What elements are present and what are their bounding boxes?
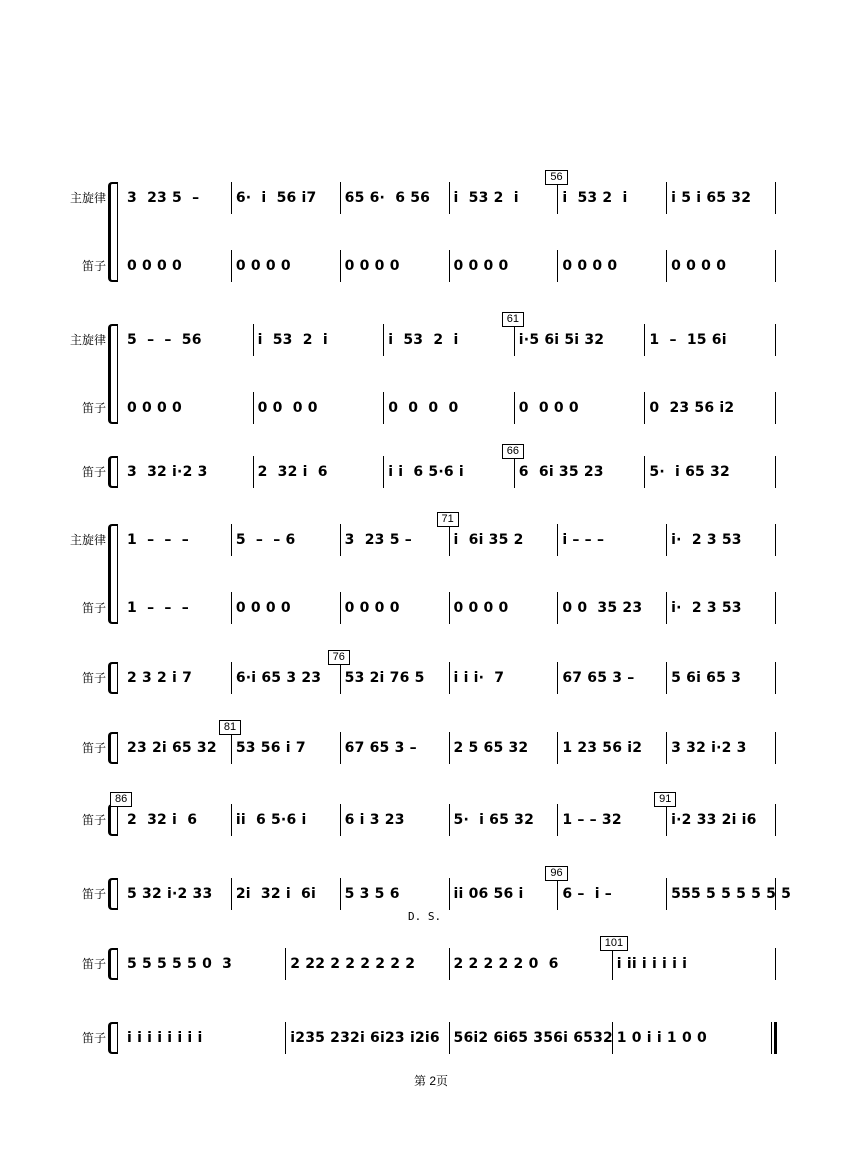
barline: [340, 804, 341, 836]
barline: [231, 250, 232, 282]
barline: [666, 662, 667, 694]
barline: [449, 878, 450, 910]
measure-notes: i ii i i i i i: [616, 956, 688, 972]
barline: [449, 524, 450, 556]
score-system: [0, 171, 862, 282]
score-system: [0, 513, 862, 624]
barline: [775, 324, 776, 356]
staff-row: [0, 456, 862, 488]
measure-notes: 6·i 65 3 23: [235, 670, 322, 686]
barline: [231, 878, 232, 910]
barline: [775, 456, 776, 488]
measure-notes: 555 5 5 5 5 5 5: [671, 886, 792, 902]
barline: [557, 732, 558, 764]
barline: [557, 592, 558, 624]
staff-row: [0, 182, 862, 214]
measure-notes: 0 0 0 0: [562, 258, 618, 274]
measure-notes: ii 6 5·6 i: [235, 812, 307, 828]
barline: [557, 524, 558, 556]
measure-notes: 2 32 i 6: [257, 464, 328, 480]
barline: [231, 524, 232, 556]
measure-notes: 5 3 5 6: [344, 886, 400, 902]
barline: [514, 456, 515, 488]
measure-notes: i 6i 35 2: [453, 532, 524, 548]
barline: [449, 804, 450, 836]
barline: [666, 878, 667, 910]
barline: [644, 324, 645, 356]
measure-notes: 0 0 0 0: [235, 600, 291, 616]
barline: [285, 948, 286, 980]
barline: [775, 392, 776, 424]
score-system: [0, 867, 862, 910]
measure-notes: 5 5 5 5 5 0 3: [127, 956, 233, 972]
barline: [340, 662, 341, 694]
measure-notes: i 5 i 65 32: [671, 190, 752, 206]
measure-notes: i i i· 7: [453, 670, 505, 686]
staff-row: [0, 524, 862, 556]
measure-notes: 2 2 2 2 2 0 6: [453, 956, 559, 972]
score-system: [0, 721, 862, 764]
measure-notes: 2 3 2 i 7: [127, 670, 193, 686]
barline: [449, 592, 450, 624]
instrument-label: 笛子: [81, 957, 106, 971]
instrument-label: 笛子: [81, 741, 106, 755]
rehearsal-mark: 81: [219, 720, 241, 735]
ds-mark: D. S.: [408, 910, 442, 923]
measure-notes: 0 0 0 0: [671, 258, 727, 274]
rehearsal-mark: 56: [545, 170, 567, 185]
measure-notes: i· 2 3 53: [671, 600, 742, 616]
barline: [340, 732, 341, 764]
measure-notes: 1 23 56 i2: [562, 740, 643, 756]
barline: [557, 804, 558, 836]
measure-notes: 1 – – –: [127, 532, 189, 548]
final-barline: [771, 1022, 777, 1054]
rehearsal-mark: 96: [545, 866, 567, 881]
instrument-label: 笛子: [81, 887, 106, 901]
barline: [775, 592, 776, 624]
measure-notes: 5 – – 56: [127, 332, 202, 348]
barline: [231, 662, 232, 694]
rehearsal-mark: 101: [600, 936, 628, 951]
measure-notes: 5 6i 65 3: [671, 670, 742, 686]
instrument-label: 笛子: [81, 259, 106, 273]
barline: [449, 948, 450, 980]
measure-notes: 2 5 65 32: [453, 740, 529, 756]
measure-notes: 0 0 0 0: [344, 600, 400, 616]
measure-notes: ii 06 56 i: [453, 886, 524, 902]
barline: [666, 732, 667, 764]
measure-notes: i235 232i 6i23 i2i6: [290, 1030, 440, 1046]
measure-notes: 3 32 i·2 3: [671, 740, 747, 756]
barline: [775, 732, 776, 764]
measure-notes: 1 – – 32: [562, 812, 622, 828]
measure-notes: i i 6 5·6 i: [388, 464, 464, 480]
measure-notes: i 53 2 i: [257, 332, 328, 348]
staff-row: [0, 1022, 862, 1054]
measure-notes: 0 0 0 0: [257, 400, 318, 416]
instrument-label: 笛子: [81, 465, 106, 479]
instrument-label: 笛子: [81, 601, 106, 615]
measure-notes: 56i2 6i65 356i 6532: [453, 1030, 613, 1046]
staff-row: [0, 250, 862, 282]
rehearsal-mark: 76: [328, 650, 350, 665]
score-system: [0, 313, 862, 424]
instrument-label: 笛子: [81, 671, 106, 685]
measure-notes: 6· i 56 i7: [235, 190, 317, 206]
measure-notes: 1 0 i i 1 0 0: [616, 1030, 707, 1046]
rehearsal-mark: 91: [654, 792, 676, 807]
barline: [514, 324, 515, 356]
barline: [449, 182, 450, 214]
barline: [231, 182, 232, 214]
barline: [514, 392, 515, 424]
measure-notes: 0 23 56 i2: [649, 400, 735, 416]
measure-notes: i i i i i i i i: [127, 1030, 203, 1046]
barline: [340, 524, 341, 556]
measure-notes: 5 – – 6: [235, 532, 296, 548]
barline: [666, 250, 667, 282]
barline: [557, 250, 558, 282]
barline: [449, 662, 450, 694]
barline: [383, 456, 384, 488]
measure-notes: 5· i 65 32: [649, 464, 730, 480]
rehearsal-mark: 66: [502, 444, 524, 459]
barline: [253, 392, 254, 424]
measure-notes: 0 0 0 0: [127, 258, 182, 274]
staff-row: [0, 662, 862, 694]
measure-notes: i 53 2 i: [453, 190, 519, 206]
measure-notes: i 53 2 i: [562, 190, 628, 206]
barline: [775, 250, 776, 282]
barline: [612, 948, 613, 980]
measure-notes: 0 0 0 0: [235, 258, 291, 274]
measure-notes: 0 0 0 0: [388, 400, 459, 416]
measure-notes: i – – –: [562, 532, 605, 548]
page-number: 第 2页: [413, 1074, 448, 1088]
measure-notes: 3 32 i·2 3: [127, 464, 208, 480]
barline: [340, 878, 341, 910]
barline: [231, 732, 232, 764]
barline: [340, 182, 341, 214]
rehearsal-mark: 86: [110, 792, 132, 807]
measure-notes: 6 6i 35 23: [518, 464, 604, 480]
barline: [449, 732, 450, 764]
instrument-label: 主旋律: [69, 191, 106, 205]
barline: [775, 662, 776, 694]
measure-notes: 0 0 0 0: [518, 400, 579, 416]
score-system: [0, 651, 862, 694]
staff-row: [0, 324, 862, 356]
measure-notes: 6 – i –: [562, 886, 612, 902]
measure-notes: i· 2 3 53: [671, 532, 742, 548]
barline: [383, 392, 384, 424]
barline: [340, 250, 341, 282]
score-system: [0, 793, 862, 836]
staff-row: [0, 732, 862, 764]
measure-notes: 5· i 65 32: [453, 812, 535, 828]
barline: [557, 662, 558, 694]
barline: [557, 182, 558, 214]
barline: [253, 456, 254, 488]
measure-notes: 23 2i 65 32: [127, 740, 217, 756]
score-system: [0, 937, 862, 980]
score-system: [0, 445, 862, 488]
barline: [612, 1022, 613, 1054]
measure-notes: 5 32 i·2 33: [127, 886, 213, 902]
measure-notes: 0 0 0 0: [453, 258, 509, 274]
barline: [775, 524, 776, 556]
instrument-label: 笛子: [81, 401, 106, 415]
measure-notes: 0 0 0 0: [127, 400, 182, 416]
rehearsal-mark: 71: [437, 512, 459, 527]
barline: [340, 592, 341, 624]
barline: [557, 878, 558, 910]
measure-notes: 0 0 35 23: [562, 600, 643, 616]
measure-notes: 6 i 3 23: [344, 812, 405, 828]
barline: [285, 1022, 286, 1054]
measure-notes: 2 22 2 2 2 2 2 2: [290, 956, 416, 972]
measure-notes: 65 6· 6 56: [344, 190, 431, 206]
barline: [775, 804, 776, 836]
barline: [449, 1022, 450, 1054]
barline: [449, 250, 450, 282]
staff-row: [0, 948, 862, 980]
measure-notes: 2 32 i 6: [127, 812, 198, 828]
instrument-label: 笛子: [81, 1031, 106, 1045]
instrument-label: 主旋律: [69, 333, 106, 347]
instrument-label: 主旋律: [69, 533, 106, 547]
barline: [775, 182, 776, 214]
measure-notes: 1 – – –: [127, 600, 189, 616]
barline: [775, 948, 776, 980]
staff-row: [0, 804, 862, 836]
measure-notes: 53 2i 76 5: [344, 670, 425, 686]
barline: [383, 324, 384, 356]
measure-notes: 67 65 3 –: [562, 670, 635, 686]
barline: [644, 392, 645, 424]
rehearsal-mark: 61: [502, 312, 524, 327]
barline: [775, 878, 776, 910]
measure-notes: 1 – 15 6i: [649, 332, 727, 348]
barline: [666, 182, 667, 214]
measure-notes: 2i 32 i 6i: [235, 886, 316, 902]
measure-notes: 3 23 5 –: [344, 532, 412, 548]
barline: [666, 804, 667, 836]
barline: [666, 524, 667, 556]
measure-notes: 0 0 0 0: [453, 600, 509, 616]
measure-notes: i·2 33 2i i6: [671, 812, 757, 828]
staff-row: [0, 592, 862, 624]
barline: [231, 592, 232, 624]
measure-notes: 67 65 3 –: [344, 740, 417, 756]
staff-row: [0, 392, 862, 424]
barline: [253, 324, 254, 356]
measure-notes: 3 23 5 –: [127, 190, 200, 206]
barline: [231, 804, 232, 836]
measure-notes: i 53 2 i: [388, 332, 459, 348]
measure-notes: 0 0 0 0: [344, 258, 400, 274]
measure-notes: i·5 6i 5i 32: [518, 332, 605, 348]
barline: [666, 592, 667, 624]
instrument-label: 笛子: [81, 813, 106, 827]
staff-row: [0, 878, 862, 910]
barline: [644, 456, 645, 488]
score-system: [0, 1022, 862, 1054]
measure-notes: 53 56 i 7: [235, 740, 306, 756]
